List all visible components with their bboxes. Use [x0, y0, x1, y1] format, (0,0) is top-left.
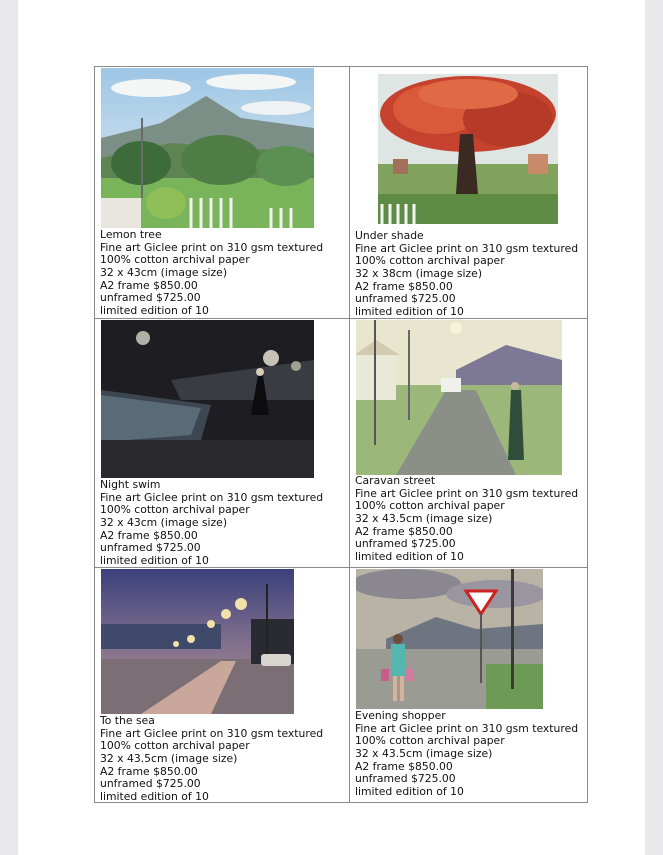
- caption-night-swim: [100, 479, 323, 568]
- image-size: 32 x 38cm (image size): [355, 267, 483, 281]
- painting-evening-shopper: [356, 569, 543, 709]
- framed-price: A2 frame $850.00: [100, 764, 198, 778]
- unframed-price: unframed $725.00: [100, 777, 201, 791]
- painting-caravan-street: [356, 320, 562, 475]
- paper-type: 100% cotton archival paper: [355, 254, 505, 268]
- caption-caravan-street: [355, 475, 578, 564]
- artwork-title: Caravan street: [355, 474, 436, 487]
- paper-type: 100% cotton archival paper: [100, 739, 250, 753]
- paper-type: 100% cotton archival paper: [355, 499, 505, 513]
- artwork-title: Under shade: [355, 229, 424, 242]
- unframed-price: unframed $725.00: [100, 291, 201, 305]
- print-type: Fine art Giclee print on 310 gsm textured: [355, 721, 579, 735]
- edition: limited edition of 10: [100, 790, 209, 804]
- paper-type: 100% cotton archival paper: [355, 734, 505, 748]
- painting-under-shade: [378, 74, 558, 224]
- painting-lemon-tree: [101, 68, 314, 228]
- artwork-title: Lemon tree: [100, 228, 162, 241]
- unframed-price: unframed $725.00: [355, 292, 456, 306]
- image-size: 32 x 43.5cm (image size): [100, 752, 238, 766]
- framed-price: A2 frame $850.00: [100, 278, 198, 292]
- document-page: [18, 0, 645, 855]
- image-size: 32 x 43.5cm (image size): [355, 512, 493, 526]
- print-type: Fine art Giclee print on 310 gsm textured: [100, 490, 324, 504]
- framed-price: A2 frame $850.00: [355, 279, 453, 293]
- framed-price: A2 frame $850.00: [355, 759, 453, 773]
- edition: limited edition of 10: [100, 554, 209, 568]
- edition: limited edition of 10: [355, 550, 464, 564]
- edition: limited edition of 10: [100, 304, 209, 318]
- framed-price: A2 frame $850.00: [100, 528, 198, 542]
- catalogue-table: [94, 66, 588, 803]
- print-type: Fine art Giclee print on 310 gsm textured: [355, 241, 579, 255]
- unframed-price: unframed $725.00: [355, 537, 456, 551]
- unframed-price: unframed $725.00: [100, 541, 201, 555]
- image-size: 32 x 43cm (image size): [100, 516, 228, 530]
- painting-night-swim: [101, 320, 314, 478]
- caption-lemon-tree: [100, 229, 323, 318]
- painting-to-the-sea: [101, 569, 294, 714]
- caption-to-the-sea: [100, 715, 323, 804]
- paper-type: 100% cotton archival paper: [100, 503, 250, 517]
- image-size: 32 x 43cm (image size): [100, 266, 228, 280]
- caption-evening-shopper: [355, 710, 578, 799]
- print-type: Fine art Giclee print on 310 gsm textured: [355, 486, 579, 500]
- edition: limited edition of 10: [355, 785, 464, 799]
- unframed-price: unframed $725.00: [355, 772, 456, 786]
- column-divider: [349, 67, 350, 802]
- image-size: 32 x 43.5cm (image size): [355, 747, 493, 761]
- caption-under-shade: [355, 230, 578, 319]
- artwork-title: Evening shopper: [355, 709, 446, 722]
- artwork-title: Night swim: [100, 478, 161, 491]
- print-type: Fine art Giclee print on 310 gsm textured: [100, 726, 324, 740]
- print-type: Fine art Giclee print on 310 gsm textured: [100, 240, 324, 254]
- artwork-title: To the sea: [100, 714, 155, 727]
- paper-type: 100% cotton archival paper: [100, 253, 250, 267]
- framed-price: A2 frame $850.00: [355, 524, 453, 538]
- edition: limited edition of 10: [355, 305, 464, 319]
